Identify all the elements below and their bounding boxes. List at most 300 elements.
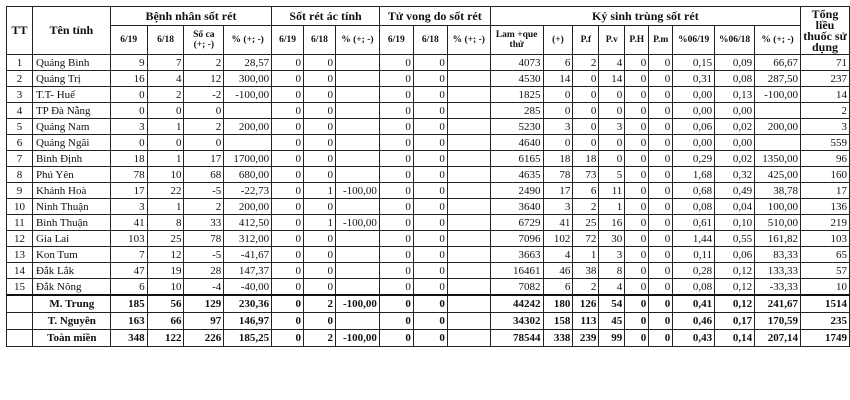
row-patients-pct: 1700,00 [224,151,272,167]
row-positive: 0 [543,87,573,103]
row-patients-6-18: 0 [147,103,184,119]
row-pct-6-19: 1,44 [673,231,715,247]
row-tt: 14 [7,263,33,279]
header-deaths-6-19: 6/19 [379,26,413,55]
total-lam: 44242 [490,295,543,313]
row-pf: 0 [573,135,599,151]
row-severe-6-19: 0 [272,103,304,119]
row-lam: 3640 [490,199,543,215]
row-lam: 2490 [490,183,543,199]
total-pct-6-19: 0,41 [673,295,715,313]
header-lam: Lam +que thử [490,26,543,55]
row-patients-6-18: 1 [147,199,184,215]
total-pm: 0 [649,295,673,313]
row-severe-6-18: 0 [304,87,336,103]
row-severe-pct [335,151,379,167]
total-positive: 338 [543,330,573,347]
row-province: Bình Thuận [32,215,110,231]
row-severe-pct: -100,00 [335,215,379,231]
row-severe-6-19: 0 [272,263,304,279]
row-patients-6-19: 3 [110,199,147,215]
row-province: Ninh Thuận [32,199,110,215]
row-tt: 7 [7,151,33,167]
row-pm: 0 [649,215,673,231]
row-positive: 46 [543,263,573,279]
row-pf: 25 [573,215,599,231]
row-pf: 38 [573,263,599,279]
row-patients-6-19: 78 [110,167,147,183]
row-severe-6-18: 0 [304,151,336,167]
row-pct-6-19: 0,15 [673,55,715,71]
row-ph: 0 [625,247,649,263]
row-pv: 3 [599,247,625,263]
row-severe-pct [335,231,379,247]
row-pct-6-18: 0,49 [715,183,755,199]
row-pct-diff: 287,50 [755,71,801,87]
row-deaths-pct [447,119,490,135]
row-pm: 0 [649,151,673,167]
table-row [7,119,850,135]
row-tt: 12 [7,231,33,247]
row-pf: 2 [573,55,599,71]
row-lam: 4635 [490,167,543,183]
row-pv: 8 [599,263,625,279]
total-deaths-6-19: 0 [379,313,413,330]
row-patients-pct: 200,00 [224,199,272,215]
row-patients-6-18: 2 [147,87,184,103]
row-deaths-6-19: 0 [379,135,413,151]
row-pm: 0 [649,263,673,279]
total-lam: 78544 [490,330,543,347]
row-pct-6-18: 0,00 [715,135,755,151]
row-patients-pct: 147,37 [224,263,272,279]
row-patients-6-19: 9 [110,55,147,71]
header-parasites: Ký sinh trùng sốt rét [490,7,800,26]
row-pct-diff: 200,00 [755,119,801,135]
malaria-report-container [6,6,850,347]
table-row [7,231,850,247]
row-pct-6-19: 1,68 [673,167,715,183]
row-pct-diff: 100,00 [755,199,801,215]
row-patients-6-19: 17 [110,183,147,199]
header-ph: P.H [625,26,649,55]
row-severe-pct [335,119,379,135]
total-ph: 0 [625,295,649,313]
table-row [7,103,850,119]
row-patients-6-19: 18 [110,151,147,167]
row-province: Kon Tum [32,247,110,263]
row-pm: 0 [649,87,673,103]
row-patients-6-18: 19 [147,263,184,279]
row-patients-6-18: 22 [147,183,184,199]
row-lam: 3663 [490,247,543,263]
row-deaths-pct [447,71,490,87]
total-region: M. Trung [32,295,110,313]
row-patients-6-18: 8 [147,215,184,231]
row-deaths-6-19: 0 [379,71,413,87]
row-deaths-pct [447,55,490,71]
row-severe-pct [335,279,379,296]
total-row [7,295,850,313]
row-pm: 0 [649,199,673,215]
header-patients-diff: Số ca (+; -) [184,26,224,55]
total-tt-blank [7,295,33,313]
row-pct-diff: 66,67 [755,55,801,71]
row-tt: 8 [7,167,33,183]
row-severe-pct [335,87,379,103]
row-deaths-6-18: 0 [413,183,447,199]
row-patients-6-18: 0 [147,135,184,151]
row-pct-diff: 1350,00 [755,151,801,167]
row-deaths-pct [447,263,490,279]
row-patients-pct [224,135,272,151]
row-patients-6-19: 16 [110,71,147,87]
row-deaths-6-19: 0 [379,103,413,119]
row-lam: 4640 [490,135,543,151]
row-severe-pct [335,103,379,119]
row-patients-6-19: 0 [110,135,147,151]
header-tt: TT [7,7,33,55]
row-drug-total: 103 [801,231,850,247]
row-deaths-6-18: 0 [413,167,447,183]
total-ph: 0 [625,313,649,330]
total-deaths-6-18: 0 [413,330,447,347]
row-patients-pct: 28,57 [224,55,272,71]
row-positive: 3 [543,199,573,215]
row-deaths-pct [447,135,490,151]
row-pm: 0 [649,183,673,199]
row-patients-6-18: 1 [147,119,184,135]
row-pct-6-19: 0,68 [673,183,715,199]
row-patients-6-19: 3 [110,119,147,135]
row-pct-6-18: 0,10 [715,215,755,231]
header-pct-diff: % (+; -) [755,26,801,55]
row-severe-pct [335,55,379,71]
header-row-sub [7,26,850,55]
total-severe-6-19: 0 [272,330,304,347]
total-severe-6-18: 2 [304,330,336,347]
row-severe-6-19: 0 [272,167,304,183]
row-deaths-6-19: 0 [379,263,413,279]
row-deaths-6-18: 0 [413,215,447,231]
row-patients-6-19: 6 [110,279,147,296]
row-tt: 3 [7,87,33,103]
row-pct-diff: 510,00 [755,215,801,231]
row-severe-pct [335,199,379,215]
row-deaths-6-19: 0 [379,119,413,135]
row-patients-pct: 300,00 [224,71,272,87]
row-patients-6-19: 0 [110,103,147,119]
total-pv: 99 [599,330,625,347]
row-pv: 0 [599,135,625,151]
total-row [7,330,850,347]
total-deaths-6-19: 0 [379,330,413,347]
row-province: Quảng Trị [32,71,110,87]
row-pct-diff: -33,33 [755,279,801,296]
header-severe-6-18: 6/18 [304,26,336,55]
row-pct-6-18: 0,04 [715,199,755,215]
row-patients-6-19: 41 [110,215,147,231]
row-tt: 4 [7,103,33,119]
total-patients-diff: 226 [184,330,224,347]
row-province: Bình Định [32,151,110,167]
total-patients-6-18: 56 [147,295,184,313]
total-patients-pct: 185,25 [224,330,272,347]
row-deaths-6-18: 0 [413,55,447,71]
row-deaths-pct [447,199,490,215]
row-pv: 30 [599,231,625,247]
row-severe-6-19: 0 [272,279,304,296]
row-drug-total: 17 [801,183,850,199]
row-ph: 0 [625,71,649,87]
row-positive: 4 [543,247,573,263]
table-row [7,87,850,103]
row-ph: 0 [625,167,649,183]
row-pct-6-18: 0,12 [715,263,755,279]
total-drug-total: 1749 [801,330,850,347]
row-patients-pct [224,103,272,119]
total-pf: 126 [573,295,599,313]
total-pct-diff: 170,59 [755,313,801,330]
row-deaths-6-18: 0 [413,103,447,119]
row-pct-6-18: 0,02 [715,151,755,167]
row-positive: 0 [543,135,573,151]
table-row [7,71,850,87]
row-ph: 0 [625,119,649,135]
row-severe-6-18: 0 [304,247,336,263]
total-tt-blank [7,330,33,347]
row-lam: 4073 [490,55,543,71]
row-patients-diff: 68 [184,167,224,183]
total-region: T. Nguyên [32,313,110,330]
row-deaths-pct [447,183,490,199]
row-pct-6-19: 0,29 [673,151,715,167]
row-drug-total: 10 [801,279,850,296]
row-patients-6-19: 47 [110,263,147,279]
row-lam: 4530 [490,71,543,87]
total-severe-6-18: 0 [304,313,336,330]
row-drug-total: 14 [801,87,850,103]
row-patients-diff: -4 [184,279,224,296]
row-pv: 5 [599,167,625,183]
row-drug-total: 219 [801,215,850,231]
row-patients-6-18: 4 [147,71,184,87]
row-positive: 6 [543,55,573,71]
total-positive: 180 [543,295,573,313]
row-pct-6-18: 0,00 [715,103,755,119]
row-patients-diff: 2 [184,119,224,135]
table-row [7,135,850,151]
row-pf: 6 [573,183,599,199]
row-severe-pct [335,167,379,183]
row-severe-6-18: 0 [304,103,336,119]
row-tt: 10 [7,199,33,215]
row-lam: 7082 [490,279,543,296]
total-pm: 0 [649,313,673,330]
row-province: Phú Yên [32,167,110,183]
row-severe-6-18: 0 [304,279,336,296]
row-severe-pct [335,263,379,279]
table-row [7,263,850,279]
row-pv: 0 [599,151,625,167]
row-deaths-pct [447,231,490,247]
total-severe-pct: -100,00 [335,295,379,313]
table-row [7,247,850,263]
row-drug-total: 237 [801,71,850,87]
row-deaths-6-18: 0 [413,279,447,296]
header-deaths: Tử vong do sốt rét [379,7,490,26]
row-pct-6-18: 0,09 [715,55,755,71]
row-patients-pct: 412,50 [224,215,272,231]
row-lam: 6165 [490,151,543,167]
row-pct-6-19: 0,00 [673,103,715,119]
row-deaths-6-18: 0 [413,87,447,103]
row-pv: 14 [599,71,625,87]
total-deaths-6-18: 0 [413,313,447,330]
total-severe-pct [335,313,379,330]
row-province: TP Đà Nẵng [32,103,110,119]
row-pf: 1 [573,247,599,263]
row-patients-pct: 200,00 [224,119,272,135]
row-patients-6-18: 25 [147,231,184,247]
total-pct-6-19: 0,43 [673,330,715,347]
row-ph: 0 [625,231,649,247]
row-pct-6-19: 0,31 [673,71,715,87]
row-severe-6-19: 0 [272,119,304,135]
row-province: Quảng Nam [32,119,110,135]
row-pv: 0 [599,103,625,119]
row-pv: 3 [599,119,625,135]
row-positive: 41 [543,215,573,231]
row-patients-6-18: 12 [147,247,184,263]
row-pct-6-19: 0,00 [673,135,715,151]
row-pct-6-18: 0,12 [715,279,755,296]
header-severe-6-19: 6/19 [272,26,304,55]
total-positive: 158 [543,313,573,330]
total-pf: 113 [573,313,599,330]
total-patients-pct: 230,36 [224,295,272,313]
row-positive: 102 [543,231,573,247]
row-patients-diff: 33 [184,215,224,231]
row-severe-6-19: 0 [272,151,304,167]
row-severe-6-19: 0 [272,199,304,215]
table-row [7,55,850,71]
row-patients-diff: 12 [184,71,224,87]
row-patients-diff: 0 [184,135,224,151]
row-patients-diff: -5 [184,247,224,263]
row-severe-pct [335,247,379,263]
table-header [7,7,850,55]
row-severe-6-19: 0 [272,215,304,231]
total-pf: 239 [573,330,599,347]
row-drug-total: 2 [801,103,850,119]
row-deaths-6-18: 0 [413,199,447,215]
total-patients-pct: 146,97 [224,313,272,330]
header-positive: (+) [543,26,573,55]
row-severe-6-18: 0 [304,119,336,135]
row-pct-6-19: 0,28 [673,263,715,279]
row-patients-diff: 2 [184,55,224,71]
row-lam: 1825 [490,87,543,103]
row-pct-diff: 38,78 [755,183,801,199]
row-patients-6-18: 10 [147,167,184,183]
total-deaths-6-18: 0 [413,295,447,313]
row-pct-6-19: 0,00 [673,87,715,103]
row-deaths-6-19: 0 [379,279,413,296]
row-deaths-6-18: 0 [413,247,447,263]
row-drug-total: 559 [801,135,850,151]
row-pct-6-19: 0,08 [673,279,715,296]
row-pm: 0 [649,279,673,296]
row-deaths-pct [447,103,490,119]
row-drug-total: 71 [801,55,850,71]
row-deaths-pct [447,87,490,103]
row-ph: 0 [625,87,649,103]
row-severe-pct [335,135,379,151]
total-patients-6-18: 122 [147,330,184,347]
row-pf: 73 [573,167,599,183]
row-drug-total: 65 [801,247,850,263]
total-ph: 0 [625,330,649,347]
row-deaths-6-18: 0 [413,231,447,247]
row-pct-6-18: 0,32 [715,167,755,183]
row-pct-diff: -100,00 [755,87,801,103]
header-malaria-patients: Bệnh nhân sốt rét [110,7,271,26]
row-patients-diff: 78 [184,231,224,247]
row-deaths-6-19: 0 [379,231,413,247]
row-deaths-6-18: 0 [413,151,447,167]
total-severe-6-18: 2 [304,295,336,313]
row-patients-diff: 28 [184,263,224,279]
row-deaths-6-19: 0 [379,199,413,215]
row-lam: 7096 [490,231,543,247]
row-pf: 0 [573,87,599,103]
row-pf: 72 [573,231,599,247]
row-patients-6-18: 10 [147,279,184,296]
row-severe-6-18: 0 [304,263,336,279]
row-deaths-6-18: 0 [413,263,447,279]
row-patients-diff: 2 [184,199,224,215]
header-pm: P.m [649,26,673,55]
row-deaths-6-19: 0 [379,55,413,71]
header-pf: P.f [573,26,599,55]
row-severe-pct: -100,00 [335,183,379,199]
row-severe-6-18: 1 [304,215,336,231]
header-patients-pct: % (+; -) [224,26,272,55]
total-drug-total: 1514 [801,295,850,313]
row-lam: 6729 [490,215,543,231]
total-patients-6-19: 185 [110,295,147,313]
row-severe-6-19: 0 [272,231,304,247]
row-patients-pct: -41,67 [224,247,272,263]
total-severe-6-19: 0 [272,313,304,330]
row-tt: 15 [7,279,33,296]
row-positive: 0 [543,103,573,119]
row-positive: 18 [543,151,573,167]
row-patients-6-19: 0 [110,87,147,103]
total-drug-total: 235 [801,313,850,330]
row-deaths-6-19: 0 [379,247,413,263]
row-pv: 4 [599,279,625,296]
row-pct-6-18: 0,06 [715,247,755,263]
row-positive: 17 [543,183,573,199]
row-patients-diff: -2 [184,87,224,103]
row-patients-diff: 0 [184,103,224,119]
total-pct-6-18: 0,17 [715,313,755,330]
header-pct-6-19: %06/19 [673,26,715,55]
total-deaths-pct [447,295,490,313]
row-drug-total: 96 [801,151,850,167]
